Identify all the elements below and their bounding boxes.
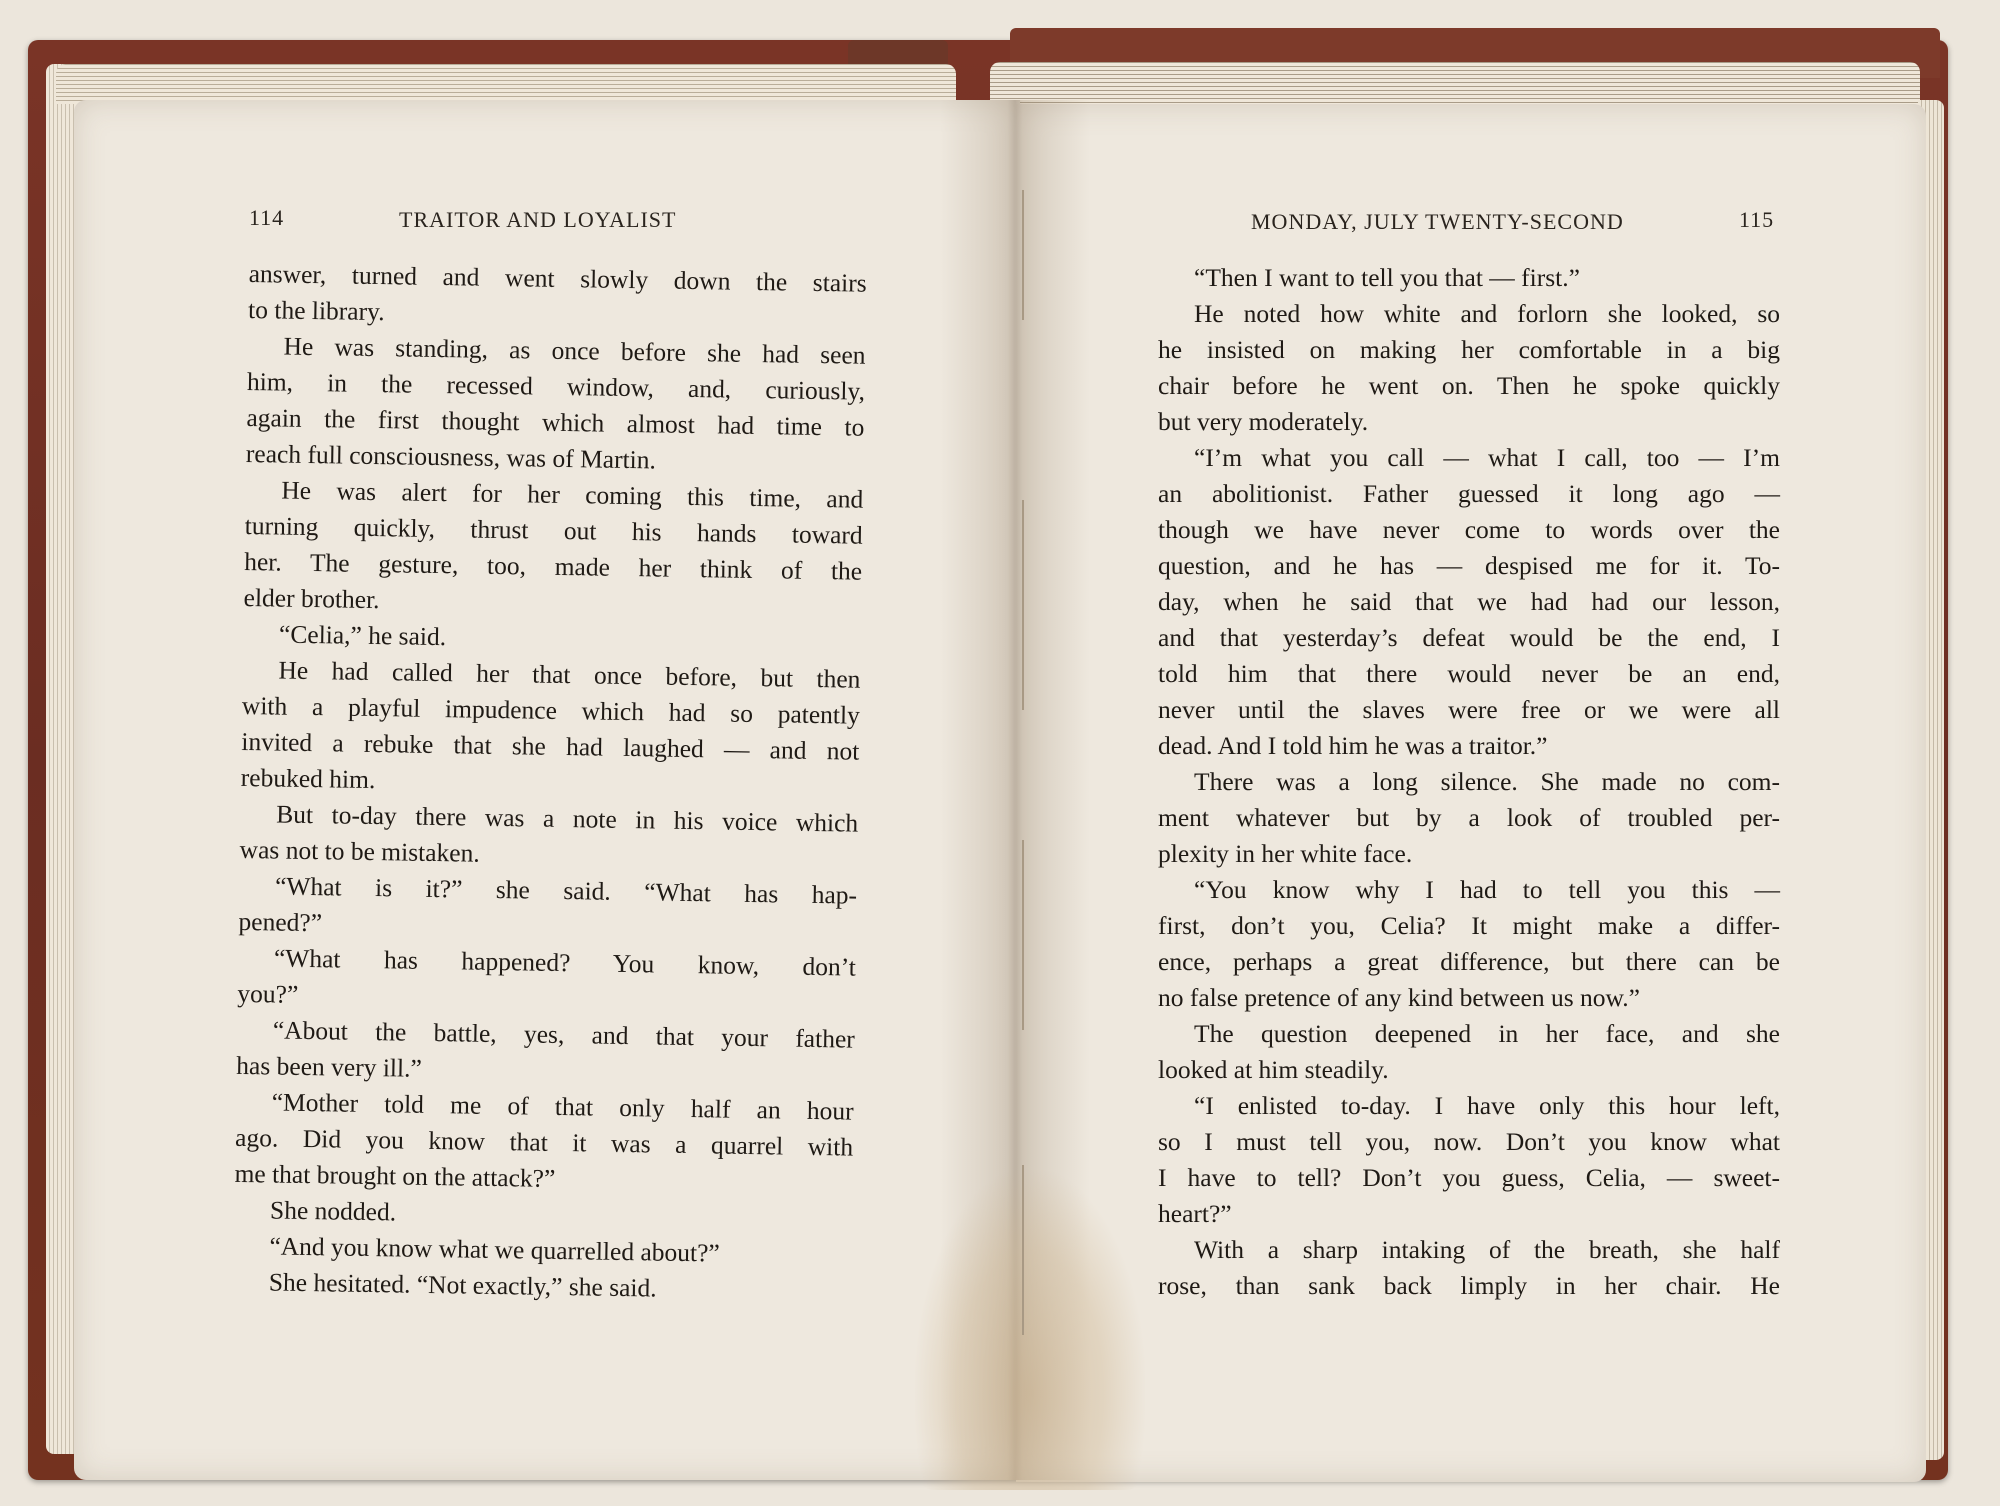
text-line: She hesitated. “Not exactly,” she said. xyxy=(268,1267,657,1303)
text-line: turning quickly, thrust out his hands toward xyxy=(244,510,863,550)
text-line: invited a rebuke that she had laughed — and not xyxy=(241,726,860,766)
text-line: “Mother told me of that only half an hour xyxy=(271,1087,854,1126)
water-stain xyxy=(915,1170,1145,1490)
text-line: no false pretence of any kind between us now.” xyxy=(1158,983,1640,1012)
page-edges-top-right xyxy=(990,62,1920,110)
text-line: though we have never come to words over the xyxy=(1158,515,1780,544)
text-line: He noted how white and forlorn she looked, so xyxy=(1194,299,1780,328)
text-line: “Then I want to tell you that — first.” xyxy=(1194,263,1580,292)
text-line: plexity in her white face. xyxy=(1158,839,1413,868)
text-line: ence, perhaps a great difference, but there can be xyxy=(1158,947,1780,976)
text-line: “What has happened? You know, don’t xyxy=(273,943,857,982)
text-line: and that yesterday’s defeat would be the end, I xyxy=(1158,623,1780,652)
text-line: “You know why I had to tell you this — xyxy=(1194,875,1780,904)
text-line: He was standing, as once before she had seen xyxy=(283,331,866,370)
text-line: ago. Did you know that it was a quarrel with xyxy=(234,1122,854,1162)
text-line: elder brother. xyxy=(243,582,380,615)
text-line: so I must tell you, now. Don’t you know what xyxy=(1158,1127,1780,1156)
text-line: to the library. xyxy=(247,294,385,327)
text-line: rebuked him. xyxy=(240,762,376,795)
text-line: “And you know what we quarrelled about?” xyxy=(269,1231,720,1268)
text-line: him, in the recessed window, and, curiously, xyxy=(246,366,866,406)
text-line: with a playful impudence which had so patently xyxy=(241,690,861,730)
text-line: She nodded. xyxy=(269,1195,397,1227)
right-page-body xyxy=(1158,260,1780,1304)
binding-thread xyxy=(1022,1165,1024,1335)
text-line: “What is it?” she said. “What has hap- xyxy=(274,871,858,910)
text-line: again the first thought which almost had time to xyxy=(246,402,865,442)
left-page-body xyxy=(233,256,867,1310)
text-line: He was alert for her coming this time, and xyxy=(281,475,864,514)
text-line: but very moderately. xyxy=(1158,407,1369,436)
text-line: told him that there would never be an end, xyxy=(1158,659,1780,688)
text-line: But to-day there was a note in his voice which xyxy=(276,799,859,838)
binding-thread xyxy=(1022,840,1024,1030)
text-line: was not to be mistaken. xyxy=(239,834,480,868)
text-line: has been very ill.” xyxy=(236,1050,423,1083)
left-running-head: TRAITOR AND LOYALIST xyxy=(399,207,677,232)
text-line: “Celia,” he said. xyxy=(278,619,447,652)
text-line: an abolitionist. Father guessed it long ago — xyxy=(1158,479,1780,508)
text-line: heart?” xyxy=(1158,1199,1232,1228)
text-line: The question deepened in her face, and she xyxy=(1194,1019,1780,1048)
text-line: answer, turned and went slowly down the stairs xyxy=(248,258,867,298)
text-line: question, and he has — despised me for it. To- xyxy=(1158,551,1780,580)
text-line: “I enlisted to-day. I have only this hour left, xyxy=(1194,1091,1780,1120)
text-line: rose, than sank back limply in her chair. He xyxy=(1158,1271,1780,1300)
text-line: I have to tell? Don’t you guess, Celia, — sweet- xyxy=(1158,1163,1780,1192)
page-edges-top-left xyxy=(56,64,956,104)
text-line: pened?” xyxy=(238,906,323,938)
text-line: day, when he said that we had had our lesson, xyxy=(1158,587,1780,616)
text-line: he insisted on making her comfortable in a big xyxy=(1158,335,1780,364)
text-line: dead. And I told him he was a traitor.” xyxy=(1158,731,1548,760)
text-line: first, don’t you, Celia? It might make a differ- xyxy=(1158,911,1780,940)
text-line: There was a long silence. She made no com- xyxy=(1194,767,1780,796)
text-line: ment whatever but by a look of troubled per- xyxy=(1158,803,1780,832)
text-line: “I’m what you call — what I call, too — I’m xyxy=(1194,443,1780,472)
text-line: He had called her that once before, but then xyxy=(278,655,861,694)
text-line: never until the slaves were free or we were all xyxy=(1158,695,1780,724)
text-line: me that brought on the attack?” xyxy=(234,1158,556,1193)
right-running-head: MONDAY, JULY TWENTY-SECOND xyxy=(1251,209,1624,234)
text-line: With a sharp intaking of the breath, she half xyxy=(1194,1235,1780,1264)
binding-thread xyxy=(1022,190,1024,320)
text-line: “About the battle, yes, and that your father xyxy=(272,1015,856,1054)
binding-thread xyxy=(1022,500,1024,710)
right-page-number: 115 xyxy=(1739,207,1775,232)
left-page-number: 114 xyxy=(249,205,285,230)
text-line: you?” xyxy=(237,978,299,1009)
text-line: reach full consciousness, was of Martin. xyxy=(245,438,657,475)
text-line: looked at him steadily. xyxy=(1158,1055,1389,1084)
text-line: her. The gesture, too, made her think of the xyxy=(243,546,863,586)
text-line: chair before he went on. Then he spoke quickly xyxy=(1158,371,1780,400)
